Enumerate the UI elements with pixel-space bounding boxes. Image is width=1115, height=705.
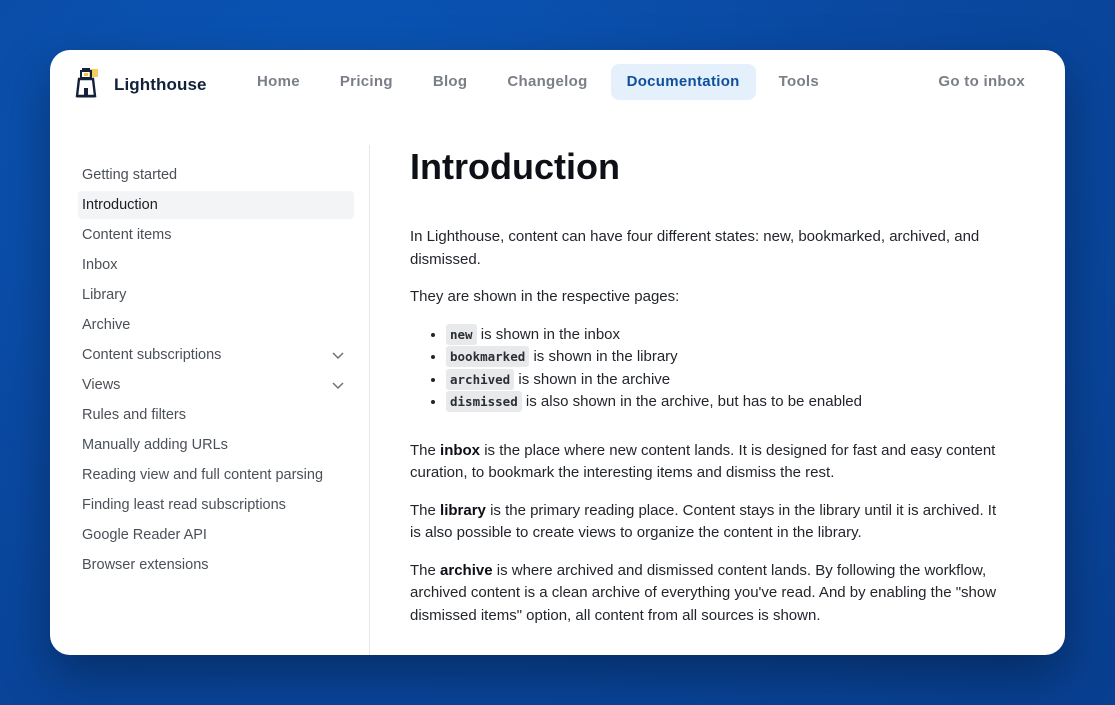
sidebar-item-browser-extensions[interactable] [78,551,354,579]
state-description: is also shown in the archive, but has to be enabled [525,393,862,410]
sidebar-item-content-items[interactable] [78,221,354,249]
sidebar-divider [369,145,370,655]
archive-paragraph [410,560,1010,628]
sidebar-item-label: Archive [82,317,131,333]
sidebar-item-label: Reading view and full content parsing [82,467,324,483]
sidebar-item-label: Google Reader API [82,527,207,543]
brand-logo[interactable] [74,66,207,103]
paragraph-keyword: library [440,501,486,519]
sidebar-item-label: Getting started [82,167,178,183]
paragraph-keyword: inbox [440,441,481,459]
state-code: dismissed [446,391,522,412]
sidebar-item-manually-adding-urls[interactable] [78,431,354,459]
sidebar-item-label: Content subscriptions [82,347,222,363]
sidebar-item-label: Inbox [82,257,118,273]
doc-content [410,145,1010,627]
nav-home[interactable]: Home [257,73,300,90]
main-nav [240,64,842,100]
sidebar-item-archive[interactable] [78,311,354,339]
chevron-down-icon[interactable] [332,350,344,360]
inbox-paragraph [410,440,1010,485]
docs-sidebar [78,161,354,581]
states-list [410,324,1010,414]
list-item [446,369,1010,392]
sidebar-item-google-reader-api[interactable] [78,521,354,549]
state-description: is shown in the archive [518,370,671,388]
sidebar-item-label: Browser extensions [82,557,209,573]
sidebar-item-label: Rules and filters [82,407,186,423]
nav-pricing[interactable]: Pricing [339,73,393,90]
go-to-inbox-link[interactable]: Go to inbox [938,73,1025,90]
sidebar-item-getting-started[interactable] [78,161,354,189]
brand-name: Lighthouse [114,74,207,94]
state-description: is shown in the inbox [480,325,620,343]
paragraph-prefix: The [410,441,436,459]
paragraph-body: is where archived and dismissed content lands. By following the workflow, archived content is a clean archive of everything you've read. And by enabling the "show dismissed items" option, all content from all sources is shown. [410,561,997,624]
list-item [446,324,1010,347]
paragraph-prefix: The [410,501,436,519]
chevron-down-icon[interactable] [332,380,344,390]
sidebar-item-content-subscriptions[interactable] [78,341,354,369]
paragraph-prefix: The [410,561,436,579]
sidebar-item-inbox[interactable] [78,251,354,279]
state-code: archived [446,369,514,390]
states-lead-paragraph: They are shown in the respective pages: [410,288,680,305]
nav-documentation[interactable]: Documentation [611,64,756,100]
sidebar-item-reading-view[interactable] [78,461,354,489]
nav-blog[interactable]: Blog [432,73,468,90]
list-item [446,346,1010,369]
page-title: Introduction [410,146,620,187]
top-navigation [50,50,1065,114]
sidebar-item-label: Manually adding URLs [82,437,228,453]
nav-tools[interactable]: Tools [778,73,820,90]
list-item [446,391,1010,414]
lighthouse-icon [74,66,100,103]
sidebar-item-label: Content items [82,227,172,243]
sidebar-item-introduction[interactable] [78,191,354,219]
paragraph-keyword: archive [440,561,493,579]
state-description: is shown in the library [533,348,678,365]
sidebar-item-label: Introduction [82,197,158,213]
state-code: new [446,324,477,345]
sidebar-item-views[interactable] [78,371,354,399]
app-window [50,50,1065,655]
sidebar-item-label: Views [82,377,121,393]
paragraph-body: is the primary reading place. Content stays in the library until it is archived. It is also possible to create views to organize the content in the library. [410,501,997,541]
intro-paragraph: In Lighthouse, content can have four different states: new, bookmarked, archived, and dismissed. [410,228,980,268]
sidebar-item-least-read-subscriptions[interactable] [78,491,354,519]
paragraph-body: is the place where new content lands. It is designed for fast and easy content curation, to bookmark the interesting items and dismiss the rest. [410,441,996,481]
state-code: bookmarked [446,346,529,367]
sidebar-item-rules-and-filters[interactable] [78,401,354,429]
sidebar-item-label: Finding least read subscriptions [82,497,286,513]
library-paragraph [410,500,1010,545]
sidebar-item-label: Library [82,287,127,303]
nav-changelog[interactable]: Changelog [507,73,588,90]
sidebar-item-library[interactable] [78,281,354,309]
